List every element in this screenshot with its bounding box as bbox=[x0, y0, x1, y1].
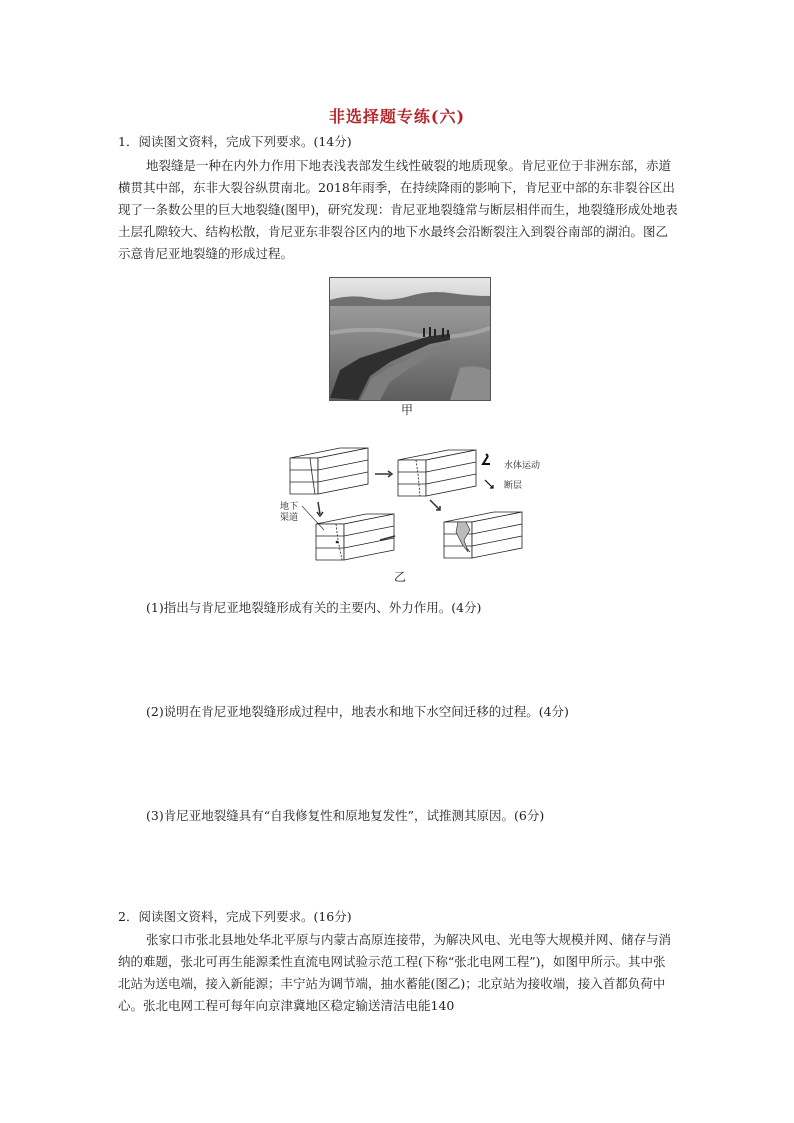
page-title: 非选择题专练(六) bbox=[328, 107, 466, 126]
label-underground-channel: 地下渠道 bbox=[280, 502, 299, 523]
sub-question-2: (2)说明在肯尼亚地裂缝形成过程中，地表水和地下水空间迁移的过程。(4分) bbox=[146, 704, 569, 719]
figure-b-caption: 乙 bbox=[393, 570, 406, 584]
sub-question-1: (1)指出与肯尼亚地裂缝形成有关的主要内、外力作用。(4分) bbox=[146, 600, 482, 615]
sub-question-3: (3)肯尼亚地裂缝具有“自我修复性和原地复发性”，试推测其原因。(6分) bbox=[146, 808, 545, 823]
question-2-header: 2．阅读图文资料，完成下列要求。(16分) bbox=[118, 909, 352, 924]
question-1-header: 1．阅读图文资料，完成下列要求。(14分) bbox=[118, 134, 352, 149]
legend-water-movement: 水体运动 bbox=[504, 461, 541, 471]
figure-a-photo bbox=[329, 277, 491, 401]
legend-fault: 断层 bbox=[504, 481, 523, 491]
figure-b-diagram bbox=[280, 444, 550, 570]
question-2-body: 张家口市张北县地处华北平原与内蒙古高原连接带，为解决风电、光电等大规模并网、储存与消纳的难题，张北可再生能源柔性直流电网试验示范工程(下称“张北电网工程”)，如图甲所示。其中张北站为送电端，接入新能源；丰宁站为调节端，抽水蓄能(图乙)；北京站为接收端，接入首都负荷中心。张北电网工程可每年向京津冀地区稳定输送清洁电能140 bbox=[118, 932, 672, 1013]
figure-a-caption: 甲 bbox=[400, 403, 413, 417]
question-1-body: 地裂缝是一种在内外力作用下地表浅表部发生线性破裂的地质现象。肯尼亚位于非洲东部，赤道横贯其中部，东非大裂谷纵贯南北。2018年雨季，在持续降雨的影响下，肯尼亚中部的东非裂谷区出现了一条数公里的巨大地裂缝(图甲)，研究发现：肯尼亚地裂缝常与断层相伴而生，地裂缝形成处地表土层孔隙较大、结构松散，肯尼亚东非裂谷区内的地下水最终会沿断裂注入到裂谷南部的湖泊。图乙示意肯尼亚地裂缝的形成过程。 bbox=[118, 158, 678, 261]
